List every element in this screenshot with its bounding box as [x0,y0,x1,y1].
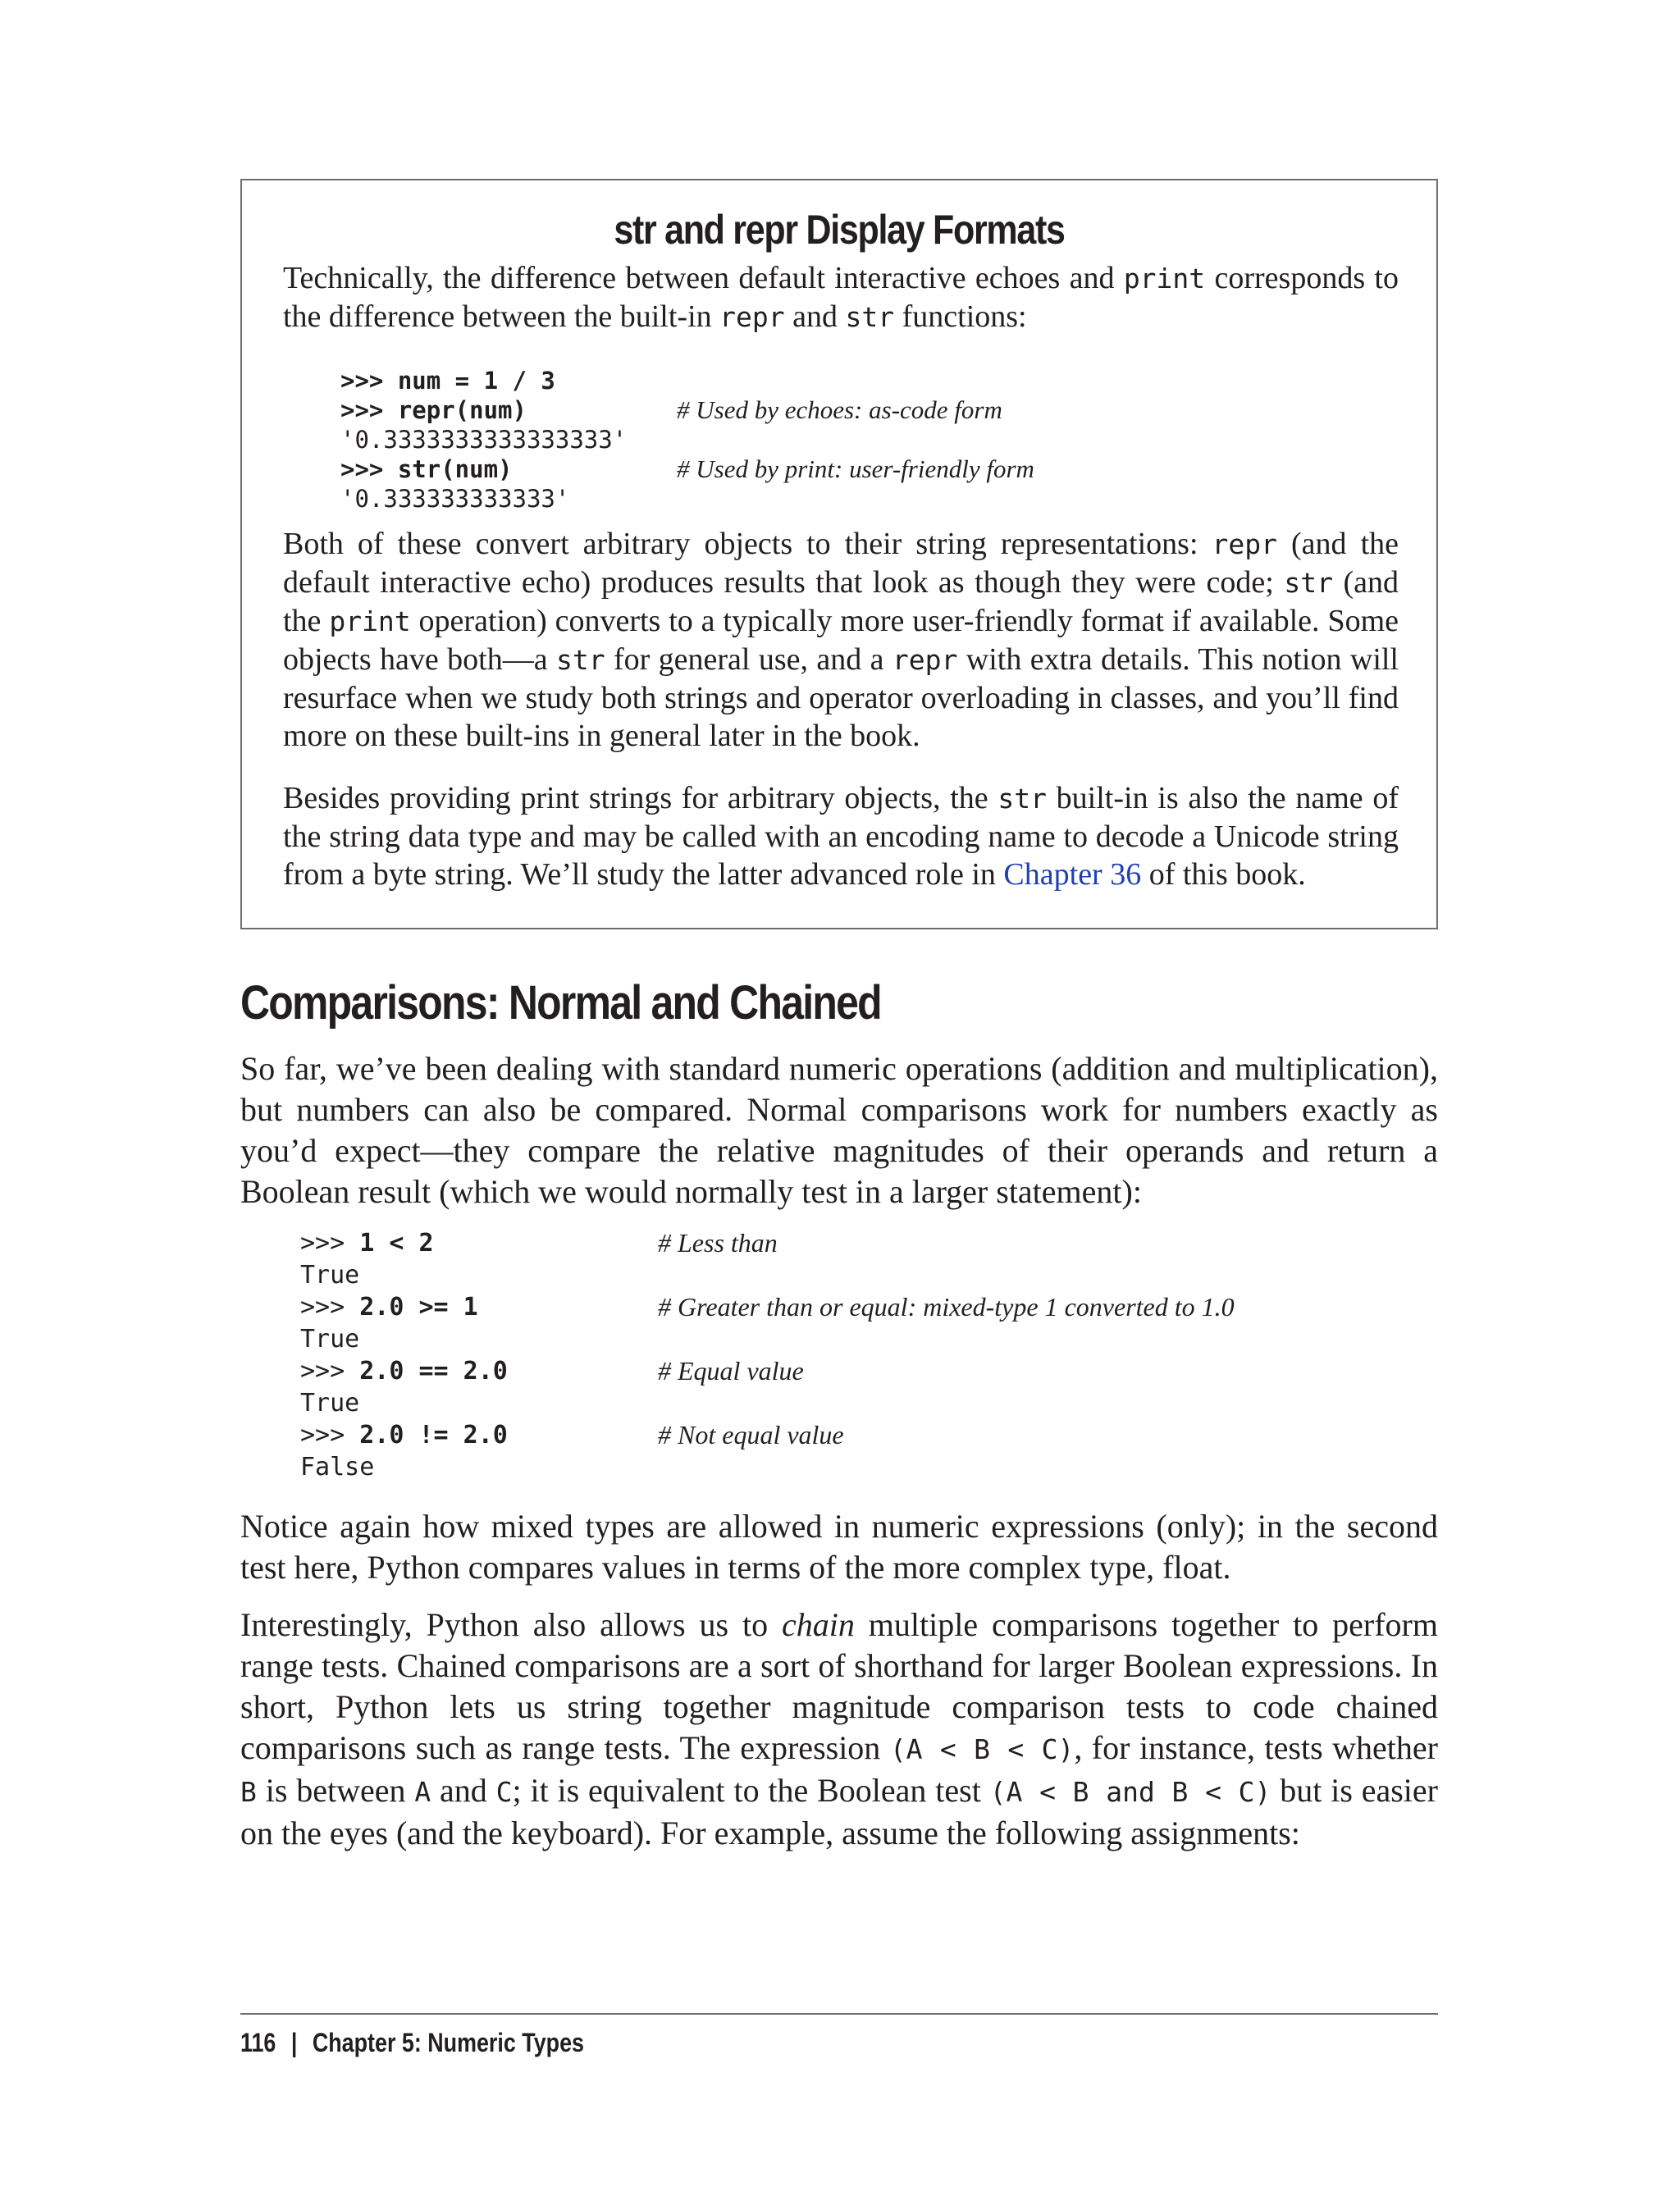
emphasis: chain [782,1606,855,1643]
code-line: False [300,1453,375,1481]
inline-code: (A < B < C) [889,1733,1075,1765]
inline-code: str [555,644,605,676]
code-comment: # Used by print: user-friendly form [677,454,1034,483]
inline-code: (A < B and B < C) [989,1776,1271,1808]
code-line: '0.333333333333' [340,485,570,513]
code-comment: # Equal value [658,1356,804,1386]
inline-code: print [1123,262,1206,294]
code-comment: # Greater than or equal: mixed-type 1 converted to 1.0 [658,1292,1235,1322]
inline-code: C [495,1776,513,1808]
section-paragraph: Notice again how mixed types are allowed in numeric expressions (only); in the second test here, Python compares values in terms of the more complex type, float. [240,1508,1438,1586]
footer-separator: | [290,2028,298,2057]
page-number: 116 [240,2028,276,2057]
inline-code: repr [719,301,785,333]
code-line: >>> str(num) # Used by print: user-friendly form [340,454,1034,483]
code-comment: # Less than [658,1228,778,1258]
chapter-title: Chapter 5: Numeric Types [312,2028,584,2057]
inline-code: str [1284,567,1333,599]
section-paragraph: Interestingly, Python also allows us to chain multiple comparisons together to perform range tests. Chained comparisons are a sort of shorthand for larger Boolean expressions. In short, Python lets us string together magnitude comparison tests to code chained comparisons such as range tests. The expression (A < B < C), for instance, tests whether B is between A and C; it is equivalent to the Boolean test (A < B and B < C) but is easier on the eyes (and the keyboard). For example, assume the following assignments: [240,1606,1438,1851]
sidebar-title: str and repr Display Formats [614,207,1065,253]
sidebar-paragraph: Besides providing print strings for arbitrary objects, the str built-in is also the name of the string data type and may be called with an encoding name to decode a Unicode string from a byte string. We’ll study the latter advanced role in Chapter 36 of this book. [283,781,1399,892]
sidebar-intro: Technically, the difference between default interactive echoes and print corresponds to the difference between the built-in repr and str functions: [283,261,1399,334]
code-line: True [300,1261,360,1290]
code-line: >>> repr(num) # Used by echoes: as-code form [340,395,1002,424]
code-line: True [300,1325,360,1354]
section-heading: Comparisons: Normal and Chained [240,976,881,1029]
inline-code: B [240,1776,257,1808]
inline-code: str [845,301,895,333]
code-line: '0.3333333333333333' [340,426,628,454]
code-comment: # Not equal value [658,1420,844,1449]
sidebar-paragraph: Both of these convert arbitrary objects to their string representations: repr (and the default interactive echo) produces results that look as though they were code; str (and the print operation) converts to a typically more user-friendly format if available. Some objects have both—a str for general use, and a repr with extra details. This notion will resurface when we study both strings and operator overloading in classes, and you’ll find more on these built-ins in general later in the book. [283,527,1399,753]
inline-code: repr [892,644,958,676]
code-line: >>> 2.0 == 2.0 # Equal value [300,1356,804,1386]
code-line: True [300,1389,360,1418]
footer-rule [240,2013,1438,2015]
inline-code: print [329,605,411,637]
code-line: >>> 1 < 2 # Less than [300,1228,778,1258]
inline-code: A [414,1776,431,1808]
section-paragraph: So far, we’ve been dealing with standard numeric operations (addition and multiplication), but numbers can also be compared. Normal comparisons work for numbers exactly as you’d expect—they compare the relative magnitudes of their operands and return a Boolean result (which we would normally test in a larger statement): [240,1050,1438,1210]
inline-code: repr [1212,528,1278,560]
chapter-36-link[interactable]: Chapter 36 [1003,857,1142,892]
inline-code: str [998,783,1047,815]
sidebar-box [240,179,1438,929]
page-footer [240,2025,584,2061]
comparison-code-block [300,1227,1235,1483]
code-line: >>> 2.0 != 2.0 # Not equal value [300,1420,844,1449]
code-line: >>> 2.0 >= 1 # Greater than or equal: mixed-type 1 converted to 1.0 [300,1292,1235,1322]
code-comment: # Used by echoes: as-code form [677,395,1002,424]
sidebar-code-block [340,366,1034,514]
code-line: >>> num = 1 / 3 [340,367,555,395]
